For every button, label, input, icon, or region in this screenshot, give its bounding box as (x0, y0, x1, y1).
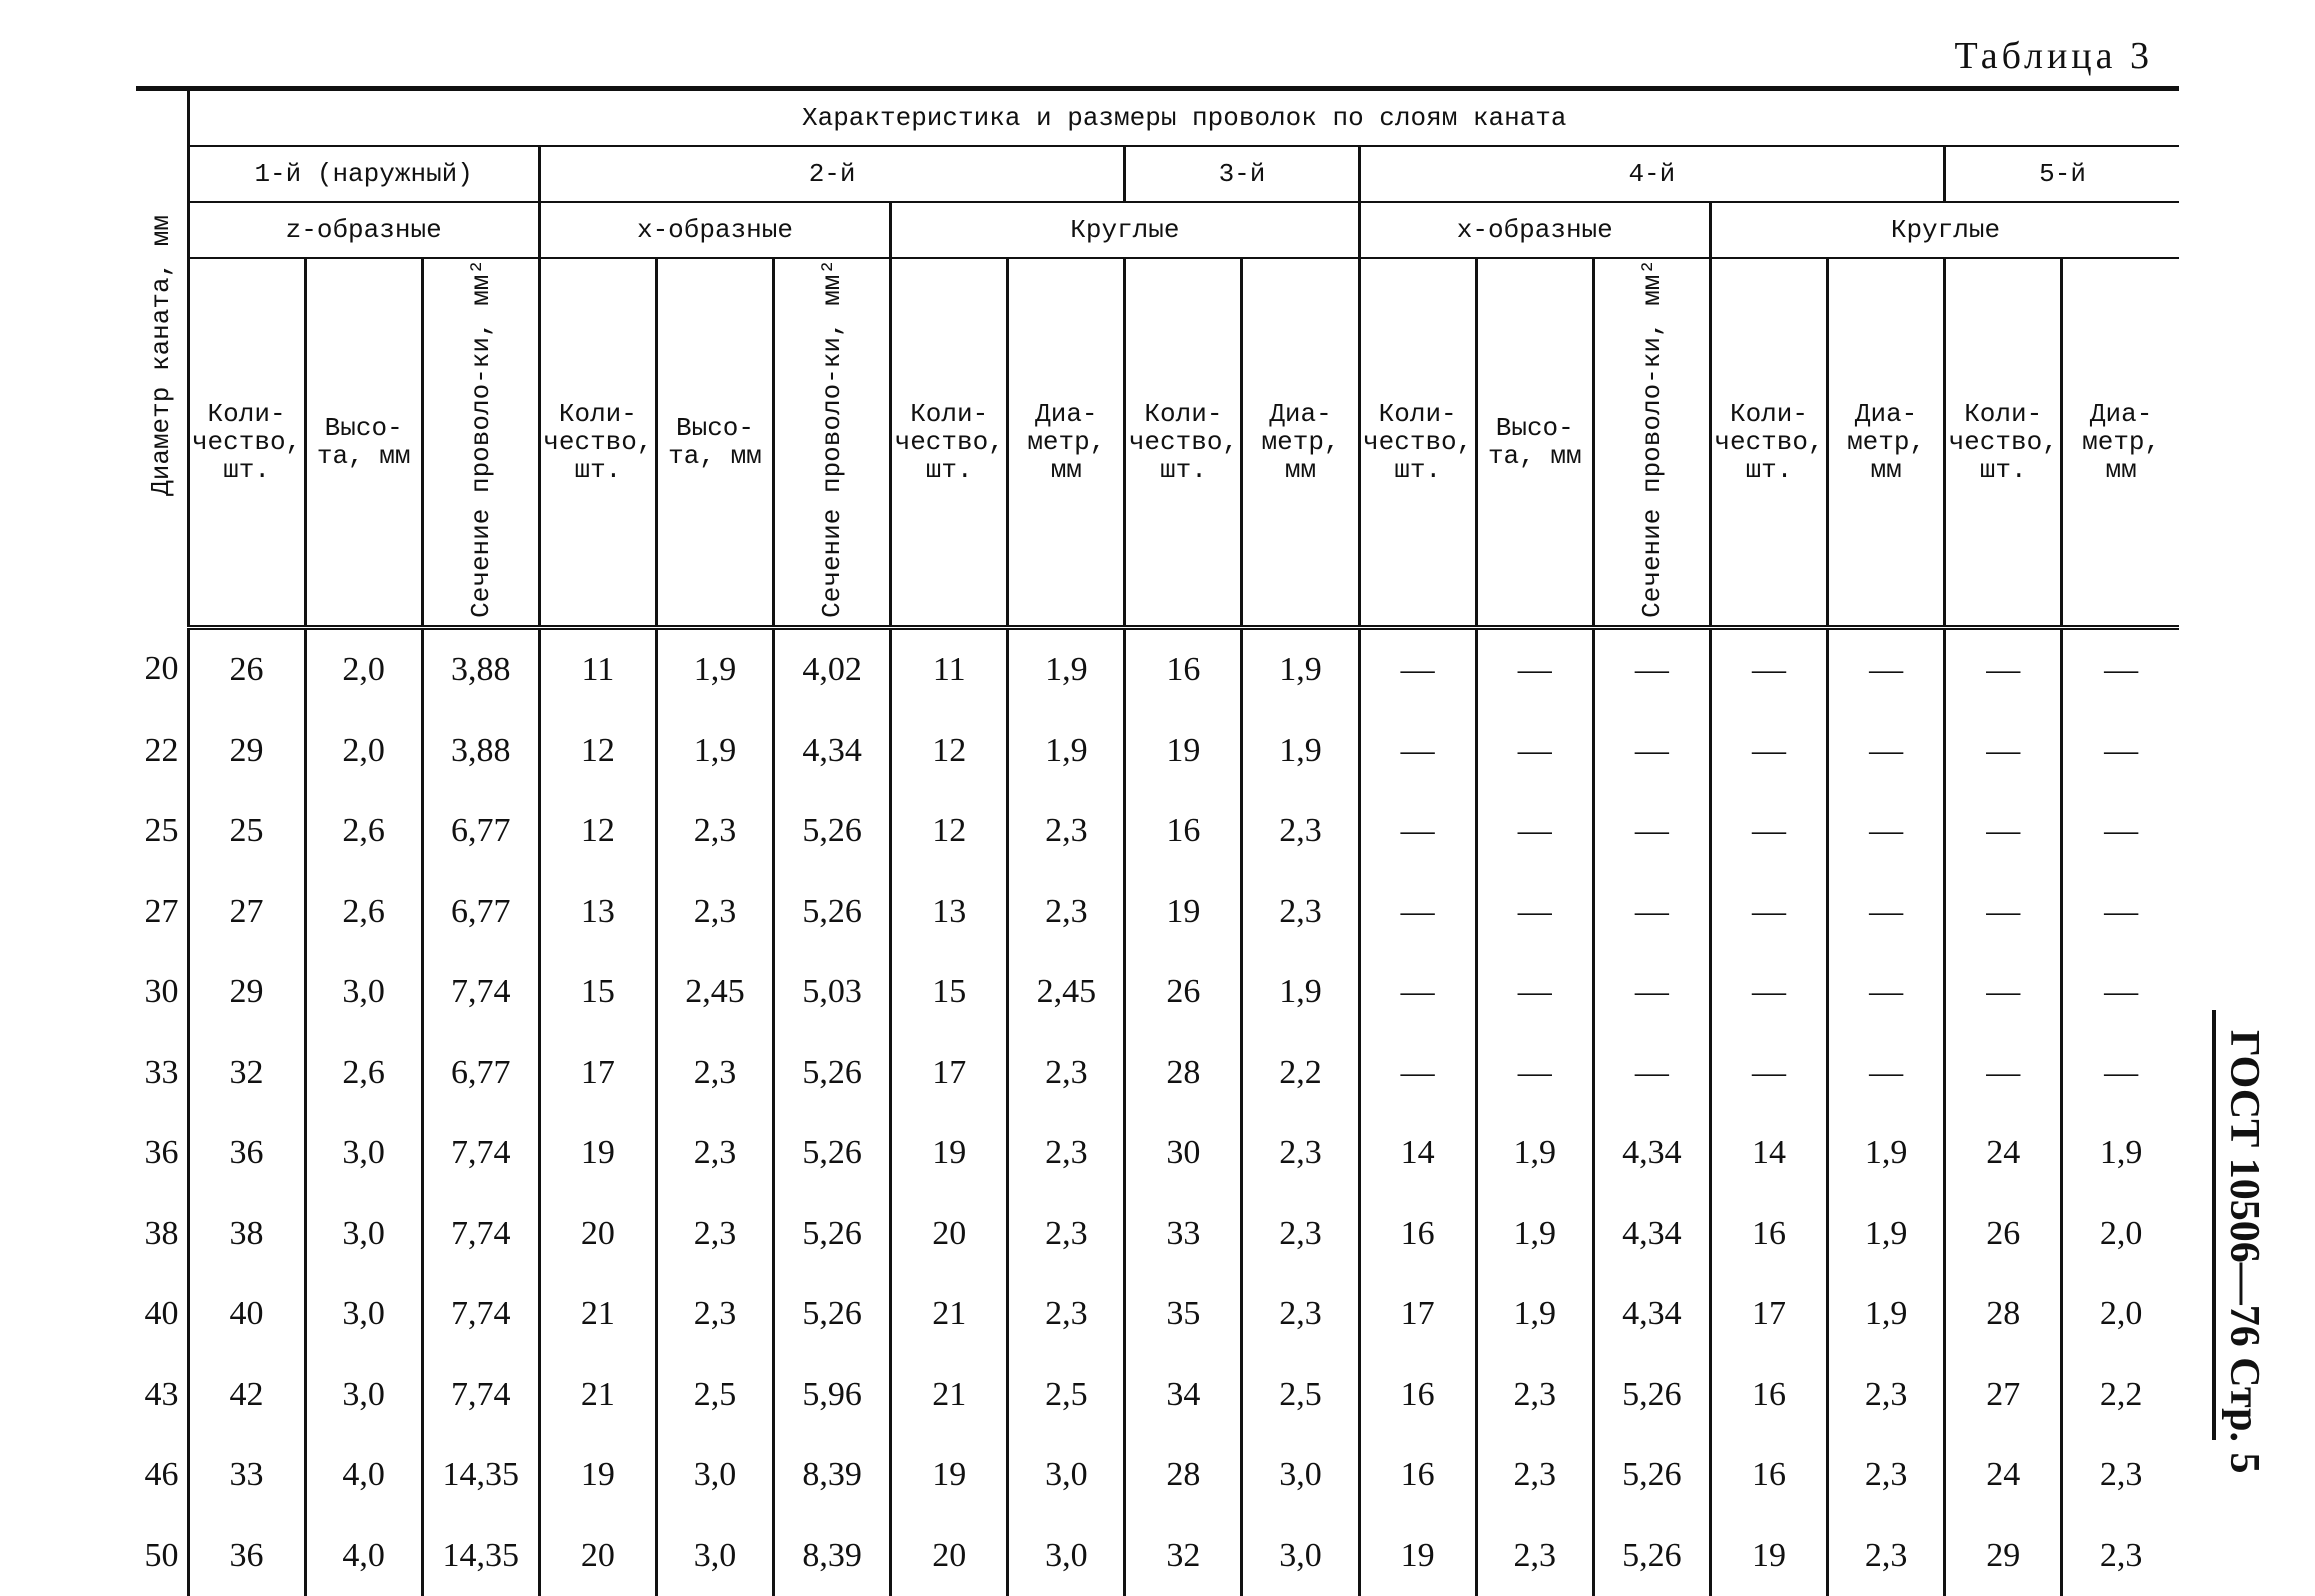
table-cell: 3,0 (656, 1515, 773, 1596)
table-cell: 2,3 (1242, 1193, 1359, 1274)
column-header-label: Диа-метр, мм (2082, 398, 2161, 485)
layer-header-1: 1-й (наружный) (188, 146, 539, 202)
table-cell: 12 (539, 710, 656, 791)
table-cell: 32 (1125, 1515, 1242, 1596)
table-cell: — (1359, 627, 1476, 710)
table-cell: 3,0 (305, 1113, 422, 1194)
layer-header-2: 2-й (539, 146, 1125, 202)
table-cell: 19 (1359, 1515, 1476, 1596)
table-row (136, 1354, 2179, 1435)
table-cell: 2,3 (1476, 1515, 1593, 1596)
table-cell: 2,3 (656, 1113, 773, 1194)
table-cell: 2,3 (656, 1274, 773, 1355)
type-header-4: х-образные (1359, 202, 1710, 258)
table-cell: — (1828, 710, 1945, 791)
table-cell: 7,74 (422, 1113, 539, 1194)
table-cell: 2,3 (656, 871, 773, 952)
column-header (188, 258, 305, 627)
table-cell: 2,6 (305, 1032, 422, 1113)
column-header-label: Высо-та, мм (316, 412, 411, 471)
table-cell: 2,3 (2099, 1456, 2143, 1494)
table-cell: 2,0 (305, 710, 422, 791)
column-header (305, 258, 422, 627)
column-header (1828, 258, 1945, 627)
table-cell: 5,26 (1593, 1435, 1710, 1516)
rope-diameter-cell: 30 (136, 952, 188, 1033)
table-cell: 2,3 (1242, 1274, 1359, 1355)
table-cell: 11 (539, 627, 656, 710)
table-cell: 3,0 (1008, 1435, 1125, 1516)
table-cell: 8,39 (774, 1515, 891, 1596)
table-cell: 21 (539, 1274, 656, 1355)
table-cell: 16 (1710, 1193, 1827, 1274)
column-header (656, 258, 773, 627)
table-cell: 26 (188, 627, 305, 710)
column-header-label: Высо-та, мм (668, 412, 762, 471)
table-cell: — (1593, 791, 1710, 872)
table-cell: — (1945, 627, 2062, 710)
table-cell: 1,9 (1242, 952, 1359, 1033)
table-body (136, 627, 2179, 1596)
table-cell: 12 (539, 791, 656, 872)
table-cell: 15 (891, 952, 1008, 1033)
table-row (136, 1032, 2179, 1113)
table-row (136, 1193, 2179, 1274)
table-cell: 16 (1710, 1354, 1827, 1435)
table-cell: 19 (539, 1113, 656, 1194)
table-cell: 4,34 (774, 710, 891, 791)
table-row (136, 1274, 2179, 1355)
rope-diameter-cell: 36 (136, 1113, 188, 1194)
table-cell: 2,0 (305, 627, 422, 710)
table-cell: 3,0 (656, 1435, 773, 1516)
table-cell: 2,3 (1476, 1354, 1593, 1435)
table-cell: — (1945, 871, 2062, 952)
table-cell: 19 (1125, 871, 1242, 952)
main-header: Характеристика и размеры проволок по слоям каната (188, 89, 2179, 147)
table-cell: — (1828, 627, 1945, 710)
table-cell: — (1710, 952, 1827, 1033)
table-cell: 19 (891, 1113, 1008, 1194)
table-cell: 2,3 (1008, 1113, 1125, 1194)
column-header (1008, 258, 1125, 627)
table-cell: — (1593, 1032, 1710, 1113)
table-cell: 5,26 (1593, 1354, 1710, 1435)
table-cell: 2,5 (656, 1354, 773, 1435)
table-cell: 2,3 (1828, 1515, 1945, 1596)
column-header-label: Коли-чество, шт. (1948, 398, 2058, 485)
table-cell: 12 (891, 791, 1008, 872)
table-cell: 33 (188, 1435, 305, 1516)
table-cell: — (1593, 710, 1710, 791)
table-cell: 17 (1710, 1274, 1827, 1355)
table-cell: 24 (1945, 1435, 2062, 1516)
table-cell: 36 (188, 1113, 305, 1194)
table-cell: 19 (539, 1435, 656, 1516)
table-cell: 1,9 (1242, 710, 1359, 791)
table-cell: 1,9 (1828, 1113, 1945, 1194)
table-cell: 2,45 (656, 952, 773, 1033)
table-cell: 29 (188, 710, 305, 791)
table-cell: 24 (1945, 1113, 2062, 1194)
table-cell: 21 (891, 1354, 1008, 1435)
table-cell: — (1359, 791, 1476, 872)
column-header-label: Диа-метр, мм (1847, 398, 1926, 485)
wire-spec-table (136, 86, 2179, 1596)
table-cell: 36 (188, 1515, 305, 1596)
table-cell: 16 (1125, 627, 1242, 710)
table-cell: 2,3 (1008, 1274, 1125, 1355)
table-cell: — (2104, 973, 2139, 1011)
table-cell: 2,5 (1008, 1354, 1125, 1435)
table-cell: 2,3 (1242, 1113, 1359, 1194)
table-cell: 4,02 (774, 627, 891, 710)
row-label-header (136, 89, 188, 628)
column-header (2062, 258, 2179, 627)
table-cell: 2,5 (1242, 1354, 1359, 1435)
table-cell: 5,26 (774, 1032, 891, 1113)
table-cell: 3,0 (305, 1274, 422, 1355)
type-header-5: Круглые (1710, 202, 2179, 258)
table-cell: — (1945, 1032, 2062, 1113)
table-cell: — (1828, 791, 1945, 872)
table-cell: 40 (188, 1274, 305, 1355)
table-cell: — (2104, 731, 2139, 769)
table-cell: — (1945, 952, 2062, 1033)
table-cell: 17 (891, 1032, 1008, 1113)
type-header-1: z-образные (188, 202, 539, 258)
table-cell: 1,9 (2099, 1134, 2143, 1172)
table-cell: 3,0 (305, 1354, 422, 1435)
type-header-3: Круглые (891, 202, 1359, 258)
table-cell: 4,0 (305, 1435, 422, 1516)
table-header (136, 89, 2179, 628)
table-cell: 6,77 (422, 791, 539, 872)
column-header-label: Коли-чество, шт. (191, 398, 302, 485)
table-cell: — (1710, 627, 1827, 710)
table-cell: — (1828, 871, 1945, 952)
table-cell: 19 (1710, 1515, 1827, 1596)
column-header-label: Сечение проволо-ки, мм² (1636, 259, 1667, 618)
column-header (891, 258, 1008, 627)
column-header (1359, 258, 1476, 627)
rope-diameter-cell: 40 (136, 1274, 188, 1355)
table-cell: 32 (188, 1032, 305, 1113)
table-cell: 1,9 (1242, 627, 1359, 710)
table-cell: 3,0 (1242, 1435, 1359, 1516)
table-row (136, 1515, 2179, 1596)
table-row (136, 952, 2179, 1033)
table-row (136, 627, 2179, 710)
table-cell: 30 (1125, 1113, 1242, 1194)
table-cell: 5,03 (774, 952, 891, 1033)
rope-diameter-cell: 22 (136, 710, 188, 791)
table-row (136, 710, 2179, 791)
table-cell: — (1359, 871, 1476, 952)
table-cell: 8,39 (774, 1435, 891, 1516)
table-cell: — (1359, 952, 1476, 1033)
table-cell: 13 (891, 871, 1008, 952)
table-cell: — (1710, 1032, 1827, 1113)
table-cell: 27 (1945, 1354, 2062, 1435)
table-cell: — (2104, 1053, 2139, 1091)
table-cell: 2,6 (305, 791, 422, 872)
column-header-label: Коли-чество, шт. (1363, 398, 1473, 485)
table-cell: 26 (1125, 952, 1242, 1033)
table-caption: Таблица 3 (1954, 35, 2153, 77)
table-cell: 2,3 (656, 1032, 773, 1113)
table-cell: 14,35 (422, 1435, 539, 1516)
table-cell: — (1710, 871, 1827, 952)
table-cell: 29 (1945, 1515, 2062, 1596)
table-cell: 16 (1359, 1354, 1476, 1435)
table-cell: 38 (188, 1193, 305, 1274)
table-cell: 34 (1125, 1354, 1242, 1435)
table-cell: 20 (539, 1193, 656, 1274)
rope-diameter-cell: 43 (136, 1354, 188, 1435)
table-cell: — (1945, 791, 2062, 872)
table-cell: 17 (1359, 1274, 1476, 1355)
table-cell: 28 (1125, 1435, 1242, 1516)
rope-diameter-cell: 27 (136, 871, 188, 952)
table-cell: — (1476, 871, 1593, 952)
table-cell: 19 (1125, 710, 1242, 791)
table-row (136, 1113, 2179, 1194)
rope-diameter-cell: 38 (136, 1193, 188, 1274)
table-cell: 27 (188, 871, 305, 952)
column-header (1593, 258, 1710, 627)
table-cell: 3,88 (422, 627, 539, 710)
table-cell: 2,3 (1242, 791, 1359, 872)
column-header (1242, 258, 1359, 627)
table-cell: — (1828, 1032, 1945, 1113)
table-cell: 5,26 (774, 1113, 891, 1194)
table-cell: 2,3 (656, 791, 773, 872)
table-cell: 2,2 (2099, 1375, 2143, 1413)
table-cell: 25 (188, 791, 305, 872)
layer-header-5: 5-й (1945, 146, 2179, 202)
table-cell: 2,45 (1008, 952, 1125, 1033)
column-header (1710, 258, 1827, 627)
table-cell: — (1476, 627, 1593, 710)
table-cell: 3,0 (1008, 1515, 1125, 1596)
rope-diameter-cell: 25 (136, 791, 188, 872)
table-cell: 2,2 (1242, 1032, 1359, 1113)
table-cell: — (2104, 892, 2139, 930)
table-cell: 21 (891, 1274, 1008, 1355)
column-header-label: Коли-чество, шт. (1714, 398, 1824, 485)
table-row (136, 791, 2179, 872)
table-cell: 16 (1359, 1435, 1476, 1516)
rope-diameter-cell: 33 (136, 1032, 188, 1113)
page-running-header: ГОСТ 10506—76 Стр. 5 (2221, 1030, 2267, 1474)
table-cell: — (1359, 1032, 1476, 1113)
table-cell: 2,3 (656, 1193, 773, 1274)
table-cell: — (1476, 791, 1593, 872)
table-cell: 14 (1710, 1113, 1827, 1194)
table-cell: — (1945, 710, 2062, 791)
table-cell: 4,34 (1593, 1274, 1710, 1355)
table-cell: 26 (1945, 1193, 2062, 1274)
table-cell: 2,3 (1008, 1032, 1125, 1113)
table-cell: 4,34 (1593, 1113, 1710, 1194)
column-header (1476, 258, 1593, 627)
column-header (774, 258, 891, 627)
table-cell: 5,26 (774, 1274, 891, 1355)
table-cell: 16 (1125, 791, 1242, 872)
table-cell: 2,3 (1476, 1435, 1593, 1516)
table-cell: 7,74 (422, 952, 539, 1033)
rope-diameter-cell: 46 (136, 1435, 188, 1516)
table-cell: — (1593, 952, 1710, 1033)
column-header (422, 258, 539, 627)
column-header-label: Высо-та, мм (1487, 412, 1582, 471)
table-cell: 1,9 (656, 710, 773, 791)
table-cell: — (1828, 952, 1945, 1033)
rope-diameter-cell: 20 (136, 627, 188, 710)
table-cell: — (1476, 1032, 1593, 1113)
table-cell: 16 (1359, 1193, 1476, 1274)
table-cell: 15 (539, 952, 656, 1033)
table-cell: 2,3 (1828, 1354, 1945, 1435)
column-header-label: Коли-чество, шт. (1128, 398, 1239, 485)
table-cell: 1,9 (656, 627, 773, 710)
table-cell: 13 (539, 871, 656, 952)
table-cell: 1,9 (1476, 1113, 1593, 1194)
table-cell: 2,0 (2099, 1214, 2143, 1252)
table-cell: 2,0 (2099, 1295, 2143, 1333)
table-cell: 17 (539, 1032, 656, 1113)
table-cell: 29 (188, 952, 305, 1033)
table-cell: 2,3 (1008, 871, 1125, 952)
table-cell: 6,77 (422, 1032, 539, 1113)
table-cell: 33 (1125, 1193, 1242, 1274)
table-cell: — (1593, 871, 1710, 952)
table-cell: 7,74 (422, 1274, 539, 1355)
table-cell: — (1593, 627, 1710, 710)
table-cell: 2,3 (1828, 1435, 1945, 1516)
table-cell: 1,9 (1828, 1193, 1945, 1274)
table-cell: 2,3 (1008, 1193, 1125, 1274)
table-cell: 7,74 (422, 1354, 539, 1435)
table-cell: 3,0 (1242, 1515, 1359, 1596)
table-cell: 5,26 (774, 1193, 891, 1274)
table-cell: 1,9 (1476, 1193, 1593, 1274)
layer-header-4: 4-й (1359, 146, 1945, 202)
table-cell: 14 (1359, 1113, 1476, 1194)
column-header (539, 258, 656, 627)
table-cell: — (1476, 710, 1593, 791)
table-row (136, 1435, 2179, 1516)
column-header (1945, 258, 2062, 627)
table-cell: — (1359, 710, 1476, 791)
table-cell: 3,0 (305, 952, 422, 1033)
column-header-label: Коли-чество, шт. (543, 398, 653, 485)
table-cell: 4,34 (1593, 1193, 1710, 1274)
table-cell: 5,96 (774, 1354, 891, 1435)
table-cell: 1,9 (1828, 1274, 1945, 1355)
table-cell: 6,77 (422, 871, 539, 952)
table-cell: 28 (1125, 1032, 1242, 1113)
table-cell: — (1710, 710, 1827, 791)
table-cell: 16 (1710, 1435, 1827, 1516)
table-cell: 5,26 (774, 871, 891, 952)
column-header-label: Сечение проволо-ки, мм² (817, 259, 848, 618)
side-rule (2212, 1010, 2216, 1440)
table-cell: 2,3 (1008, 791, 1125, 872)
table-cell: 7,74 (422, 1193, 539, 1274)
table-cell: 20 (539, 1515, 656, 1596)
table-cell: 21 (539, 1354, 656, 1435)
table-cell: — (1710, 791, 1827, 872)
table-cell: 20 (891, 1515, 1008, 1596)
table-cell: 11 (891, 627, 1008, 710)
table-cell: 5,26 (1593, 1515, 1710, 1596)
table-cell: 28 (1945, 1274, 2062, 1355)
table-cell: 20 (891, 1193, 1008, 1274)
table-row (136, 871, 2179, 952)
table-cell: 14,35 (422, 1515, 539, 1596)
table-cell: 3,0 (305, 1193, 422, 1274)
column-header-label: Диа-метр, мм (1027, 398, 1106, 485)
table-cell: 1,9 (1008, 627, 1125, 710)
table-cell: 2,6 (305, 871, 422, 952)
table-cell: 42 (188, 1354, 305, 1435)
column-header-label: Сечение проволо-ки, мм² (465, 259, 496, 618)
table-cell: 12 (891, 710, 1008, 791)
table-cell: 5,26 (774, 791, 891, 872)
column-header (1125, 258, 1242, 627)
table-cell: 3,88 (422, 710, 539, 791)
layer-header-3: 3-й (1125, 146, 1359, 202)
column-header-label: Коли-чество, шт. (894, 398, 1004, 485)
table-cell: 1,9 (1476, 1274, 1593, 1355)
column-header-label: Диа-метр, мм (1261, 398, 1340, 485)
table-cell: 2,3 (2099, 1536, 2143, 1574)
table-cell: 4,0 (305, 1515, 422, 1596)
table-cell: — (1476, 952, 1593, 1033)
rope-diameter-cell: 50 (136, 1515, 188, 1596)
table-cell: 19 (891, 1435, 1008, 1516)
table-cell: 35 (1125, 1274, 1242, 1355)
table-cell: 2,3 (1242, 871, 1359, 952)
table-cell: — (2104, 812, 2139, 850)
table-cell: 1,9 (1008, 710, 1125, 791)
row-label: Диаметр каната, мм (146, 214, 177, 496)
table-cell: — (2104, 651, 2139, 689)
type-header-2: х-образные (539, 202, 890, 258)
